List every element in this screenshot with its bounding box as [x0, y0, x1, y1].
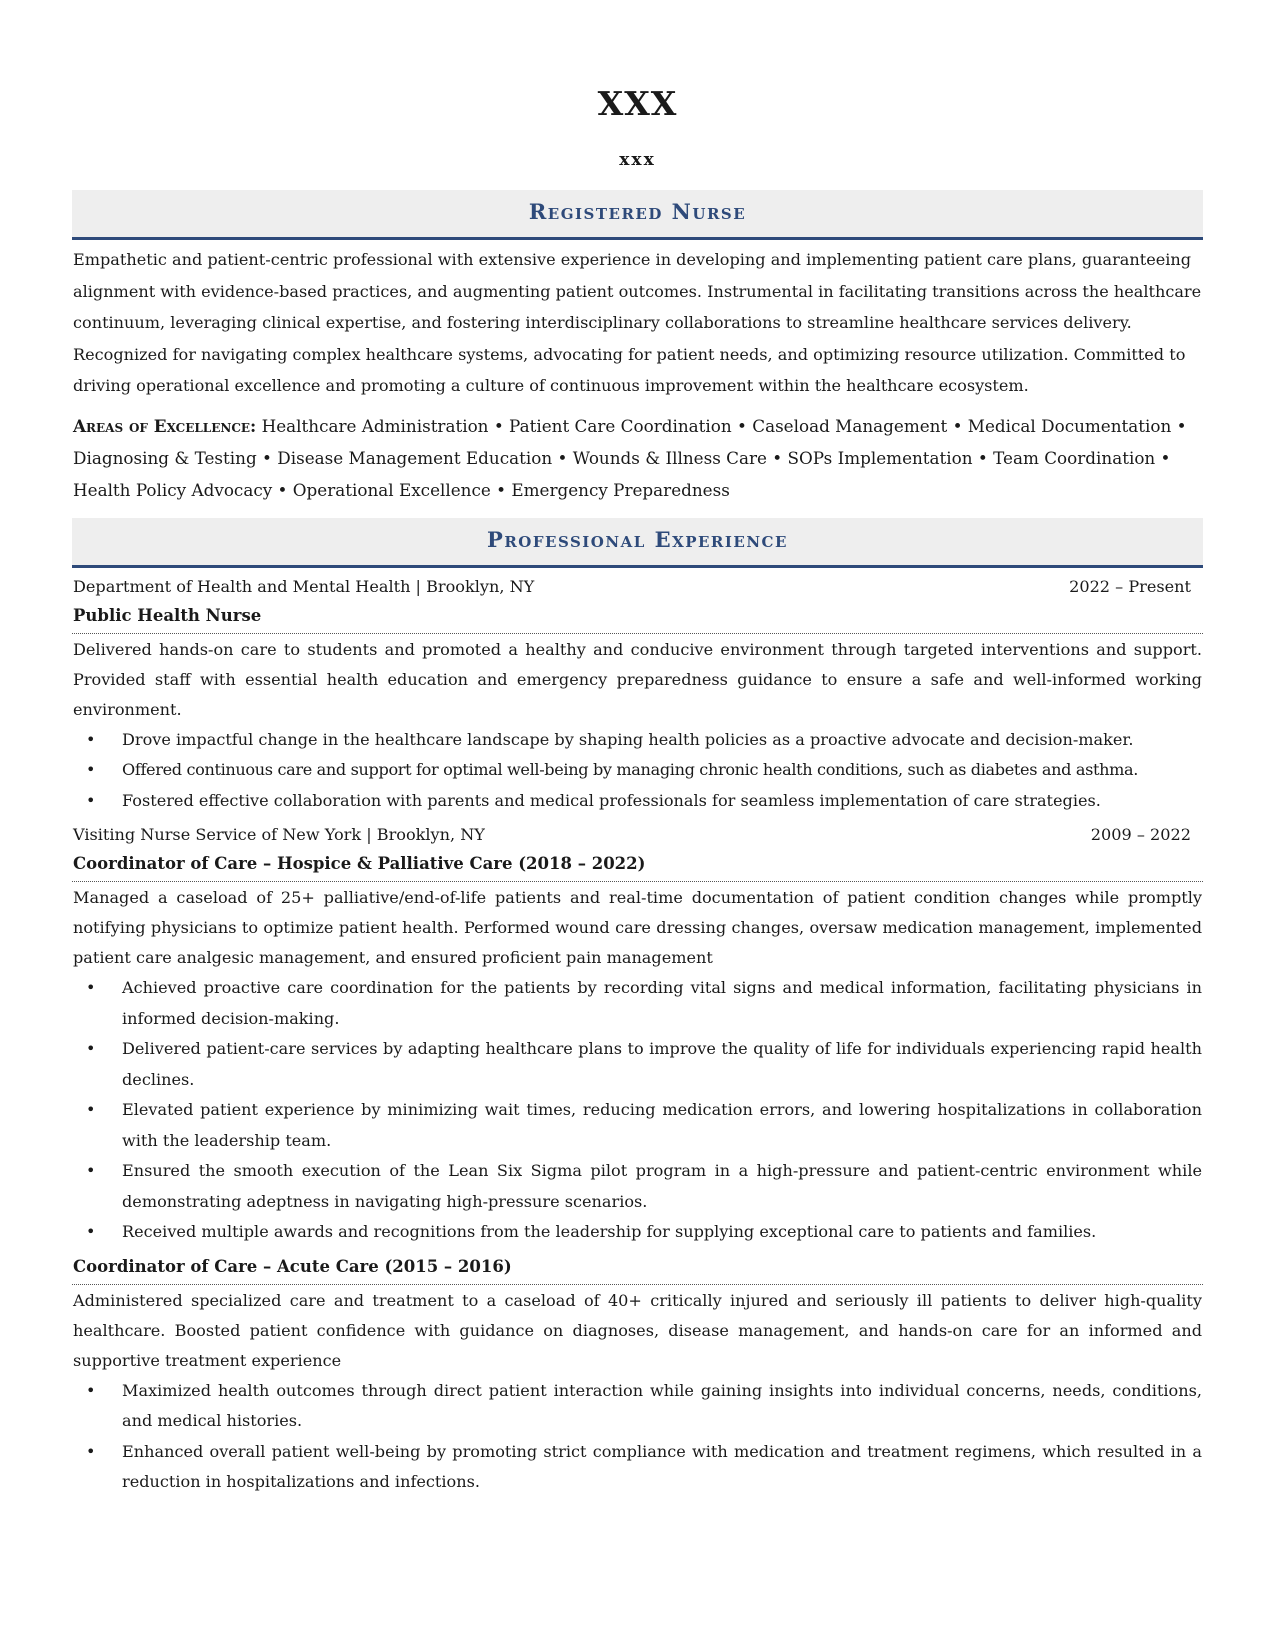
- job-dates: 2009 – 2022: [1090, 825, 1191, 844]
- contact-info: xxx: [619, 150, 656, 170]
- job-description: Administered specialized care and treatment to a caseload of 40+ critically injured and seriously ill patients to deliver high-quality healthcare. Boosted patient confidence with guidance on diagnoses, disease management, and hands-on care for an informed and supportive treatment experience: [73, 1290, 1202, 1370]
- job-description: Managed a caseload of 25+ palliative/end-of-life patients and real-time documentation of patient condition changes while promptly notifying physicians to optimize patient health. Performed wound care dressing changes, oversaw medication management, implemented patient care analgesic management, and ensured proficient pain management: [73, 888, 1202, 967]
- list-item: • Maximized health outcomes through direct patient interaction while gaining insights into individual concerns, needs, conditions, and medical histories.: [72, 1376, 1203, 1437]
- bullet-glyph: •: [86, 790, 96, 810]
- job-bullets: [72, 1376, 1203, 1498]
- job-bullets: [72, 973, 1203, 1248]
- bullet-glyph: •: [86, 1380, 96, 1400]
- job-description: Delivered hands-on care to students and promoted a healthy and conducive environment through targeted interventions and support. Provided staff with essential health education and emergency preparedness guidance to ensure a safe and well-informed working environment.: [73, 639, 1202, 719]
- job-bullets: [72, 725, 1203, 817]
- areas-of-excellence-label: Areas of Excellence:: [73, 415, 257, 436]
- areas-of-excellence-list: Healthcare Administration • Patient Care Coordination • Caseload Management • Medical Documentation • Diagnosing & Testing • Disease Management Education • Wounds & Illness Care • SOPs Implementation • Team Coordination • Health Policy Advocacy • Operational Excellence • Emergency Preparedness: [73, 415, 1187, 500]
- bullet-glyph: •: [86, 1222, 96, 1241]
- list-item: • Fostered effective collaboration with parents and medical professionals for seamless implementation of care strategies.: [72, 786, 1203, 817]
- job-dates: 2022 – Present: [1069, 576, 1191, 596]
- job-role: Coordinator of Care – Hospice & Palliative Care (2018 – 2022): [72, 849, 1203, 882]
- job-employer-line: [72, 572, 1203, 601]
- bullet-glyph: •: [86, 1039, 96, 1058]
- job-employer-line: [72, 820, 1203, 849]
- bullet-glyph: •: [86, 1161, 96, 1180]
- list-item: • Delivered patient-care services by adapting healthcare plans to improve the quality of life for individuals experiencing rapid health declines.: [72, 1034, 1203, 1095]
- job-entry: [72, 820, 1203, 1248]
- section-heading-experience: Professional Experience: [72, 518, 1203, 568]
- bullet-glyph: •: [86, 760, 96, 779]
- bullet-glyph: •: [86, 1100, 96, 1119]
- candidate-name: XXX: [597, 84, 678, 123]
- areas-of-excellence: [72, 410, 1203, 506]
- bullet-glyph: •: [86, 729, 96, 749]
- list-item: • Enhanced overall patient well-being by promoting strict compliance with medication and treatment regimens, which resulted in a reduction in hospitalizations and infections.: [72, 1437, 1203, 1498]
- job-role: Coordinator of Care – Acute Care (2015 – 2016): [72, 1252, 1203, 1285]
- bullet-glyph: •: [86, 1441, 96, 1461]
- list-item: • Elevated patient experience by minimizing wait times, reducing medication errors, and lowering hospitalizations in collaboration with the leadership team.: [72, 1095, 1203, 1156]
- bullet-glyph: •: [86, 978, 96, 997]
- job-employer: Department of Health and Mental Health | Brooklyn, NY: [73, 576, 535, 596]
- job-entry: [72, 572, 1203, 817]
- list-item: • Offered continuous care and support for optimal well-being by managing chronic health conditions, such as diabetes and asthma.: [72, 755, 1203, 786]
- resume-page: [72, 0, 1203, 1650]
- list-item: • Drove impactful change in the healthcare landscape by shaping health policies as a proactive advocate and decision-maker.: [72, 725, 1203, 756]
- professional-summary: Empathetic and patient-centric professional with extensive experience in developing and implementing patient care plans, guaranteeing alignment with evidence-based practices, and augmenting patient outcomes. Instrumental in facilitating transitions across the healthcare continuum, leveraging clinical expertise, and fostering interdisciplinary collaborations to streamline healthcare services delivery. Recognized for navigating complex healthcare systems, advocating for patient needs, and optimizing resource utilization. Committed to driving operational excellence and promoting a culture of continuous improvement within the healthcare ecosystem.: [73, 250, 1202, 395]
- job-employer: Visiting Nurse Service of New York | Brooklyn, NY: [73, 825, 485, 844]
- list-item: • Received multiple awards and recognitions from the leadership for supplying exceptional care to patients and families.: [72, 1217, 1203, 1248]
- list-item: • Achieved proactive care coordination for the patients by recording vital signs and medical information, facilitating physicians in informed decision-making.: [72, 973, 1203, 1034]
- section-heading-title: Registered Nurse: [72, 190, 1203, 240]
- job-entry: [72, 1252, 1203, 1498]
- list-item: • Ensured the smooth execution of the Lean Six Sigma pilot program in a high-pressure and patient-centric environment while demonstrating adeptness in navigating high-pressure scenarios.: [72, 1156, 1203, 1217]
- job-role: Public Health Nurse: [72, 601, 1203, 634]
